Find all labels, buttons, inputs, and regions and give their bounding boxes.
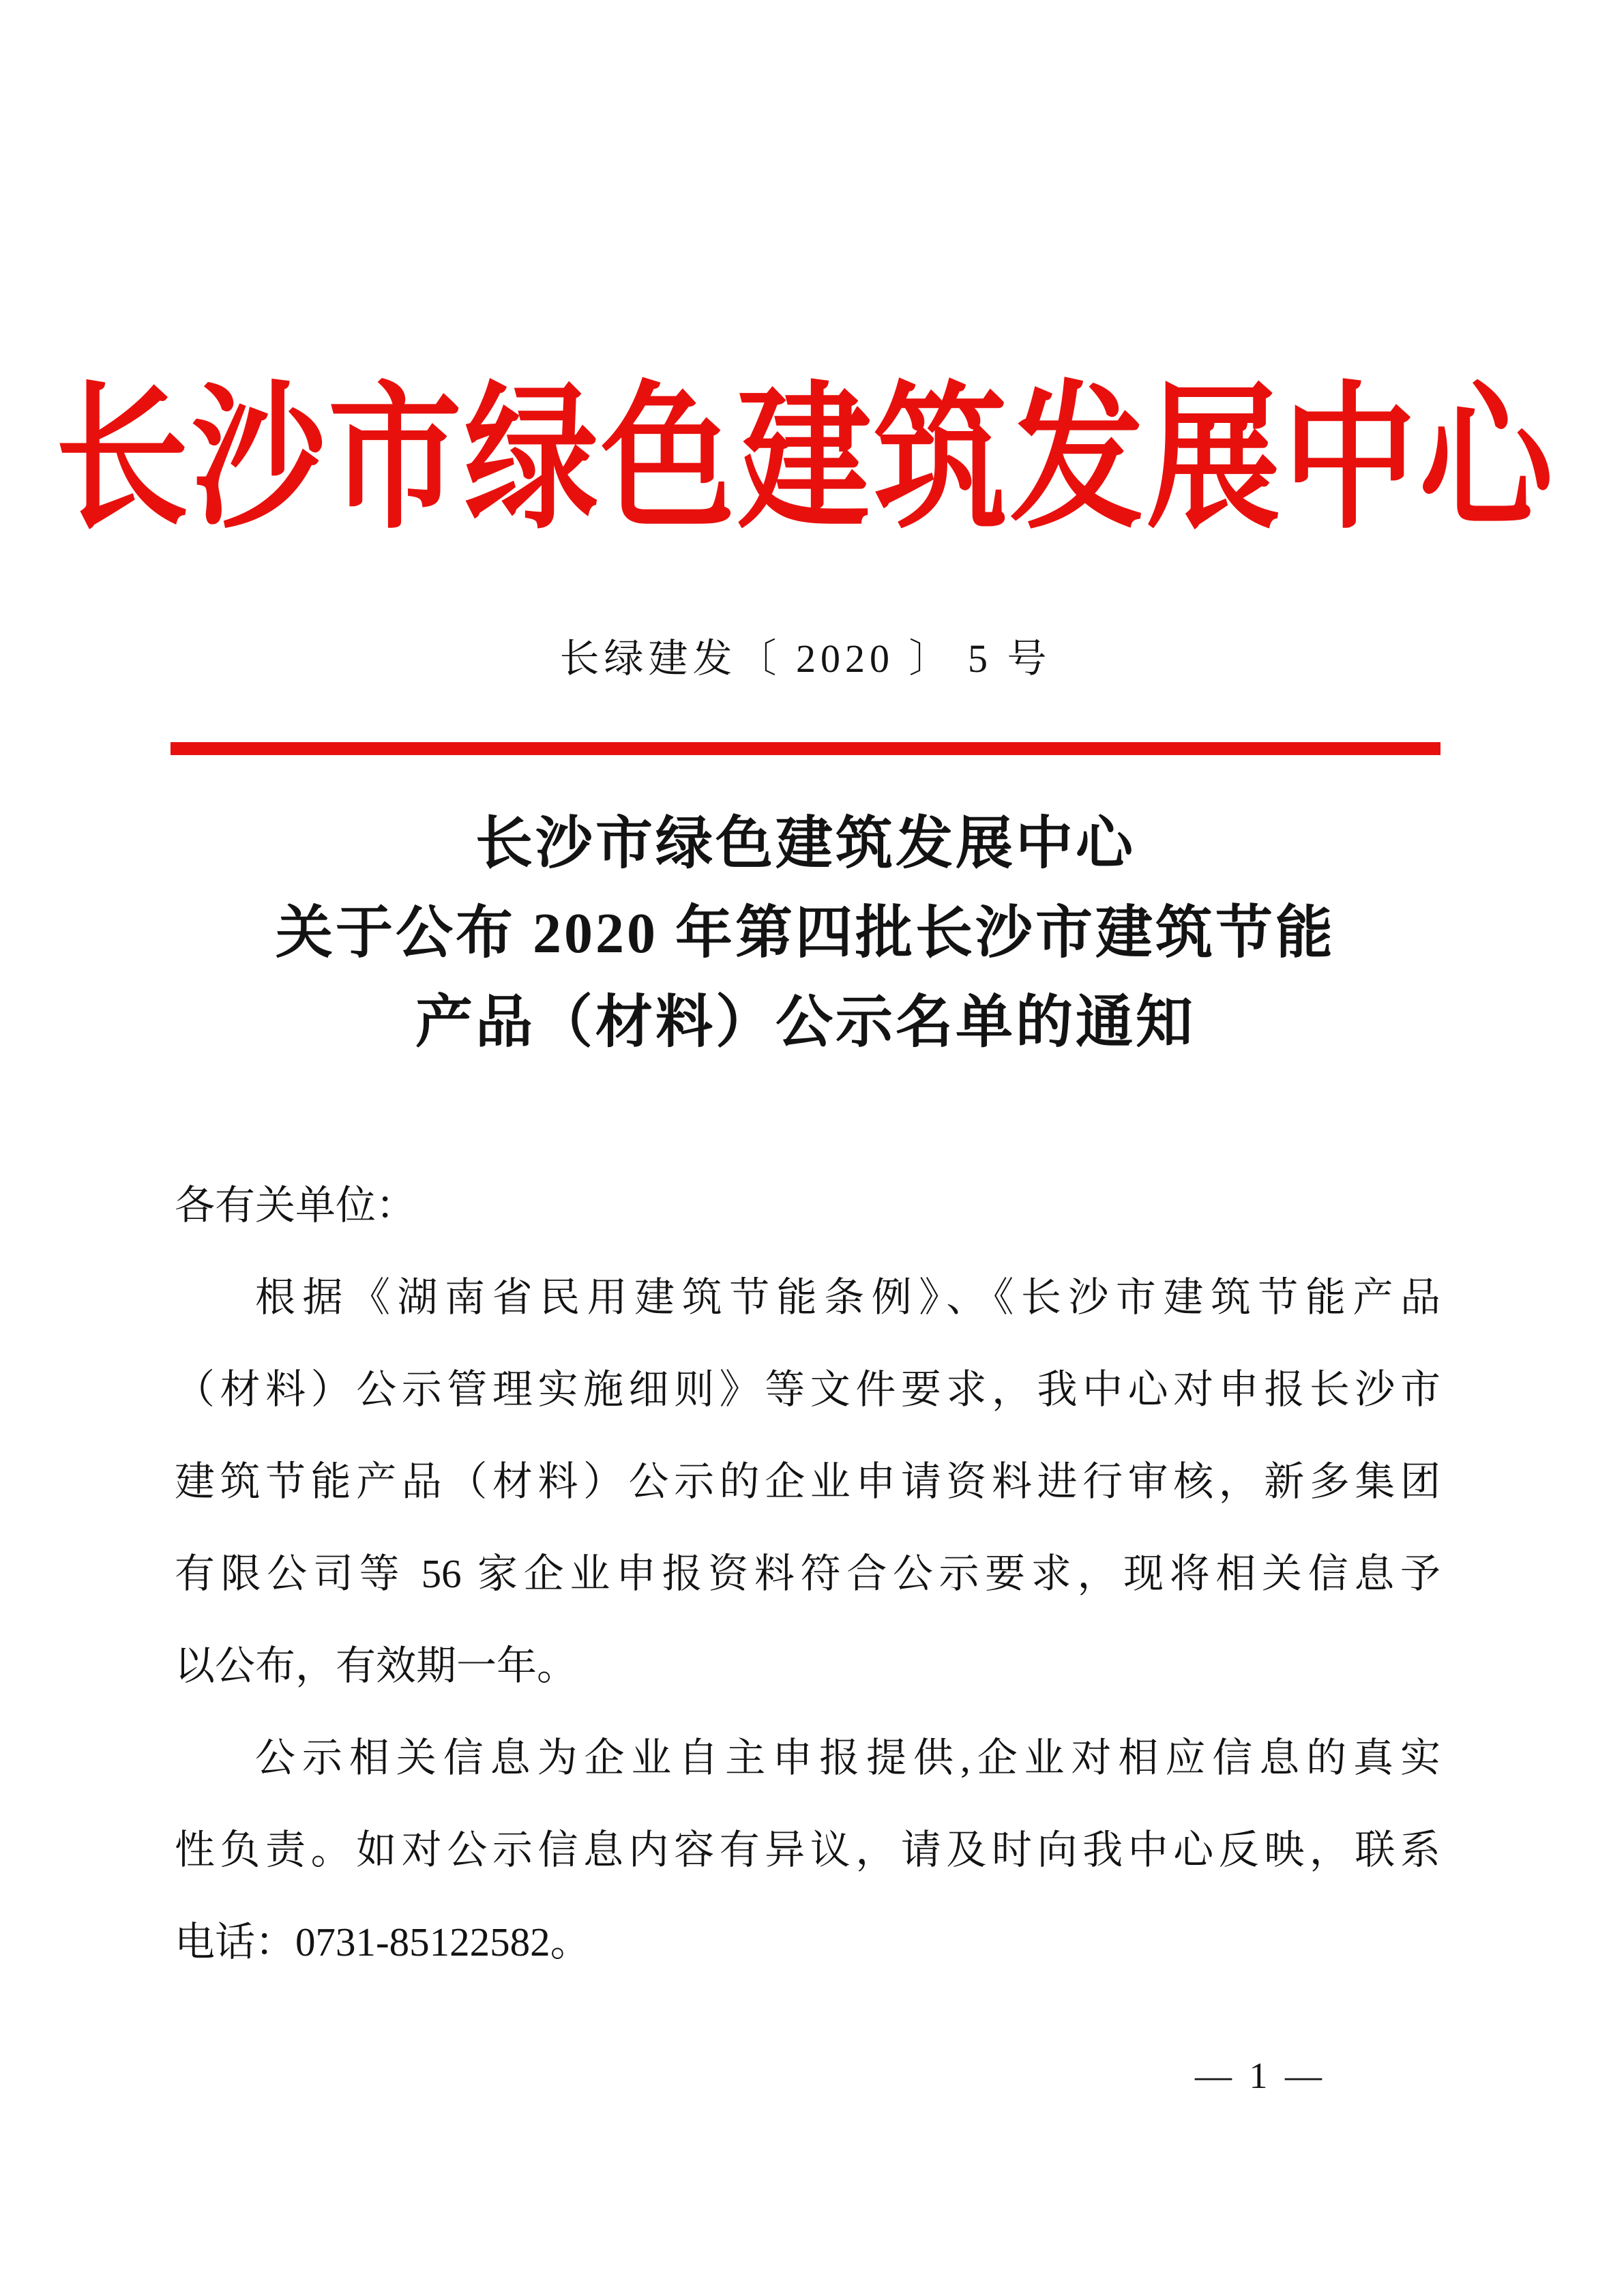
notice-body [175,1160,1440,1988]
notice-title-line-3: 产品（材料）公示名单的通知 [415,991,1196,1055]
body-line-p1-2: （材料）公示管理实施细则》等文件要求，我中心对申报长沙市 [175,1367,1440,1412]
notice-title-line-2: 关于公布 2020 年第四批长沙市建筑节能 [275,902,1335,965]
page-number: — 1 — [1195,2055,1326,2096]
body-line-p2-2: 性负责。如对公示信息内容有异议，请及时向我中心反映，联系 [175,1827,1440,1872]
body-line-p1-4: 有限公司等 56 家企业申报资料符合公示要求，现将相关信息予 [175,1551,1440,1596]
red-divider-rule [171,742,1440,755]
agency-header: 长沙市绿色建筑发展中心 [55,372,1556,548]
notice-title [0,799,1611,1068]
body-line-p2-1: 公示相关信息为企业自主申报提供,企业对相应信息的真实 [255,1735,1440,1780]
body-line-p1-3: 建筑节能产品（材料）公示的企业申请资料进行审核，新多集团 [175,1459,1440,1504]
notice-title-line-1: 长沙市绿色建筑发展中心 [475,812,1136,876]
doc-number: 长绿建发〔 2020 〕 5 号 [559,636,1052,681]
body-line-p1-5: 以公布，有效期一年。 [175,1643,578,1688]
salutation: 各有关单位： [175,1183,417,1228]
body-line-p1-1: 根据《湖南省民用建筑节能条例》、《长沙市建筑节能产品 [255,1275,1440,1320]
body-line-p2-3: 电话：0731-85122582。 [175,1919,591,1964]
